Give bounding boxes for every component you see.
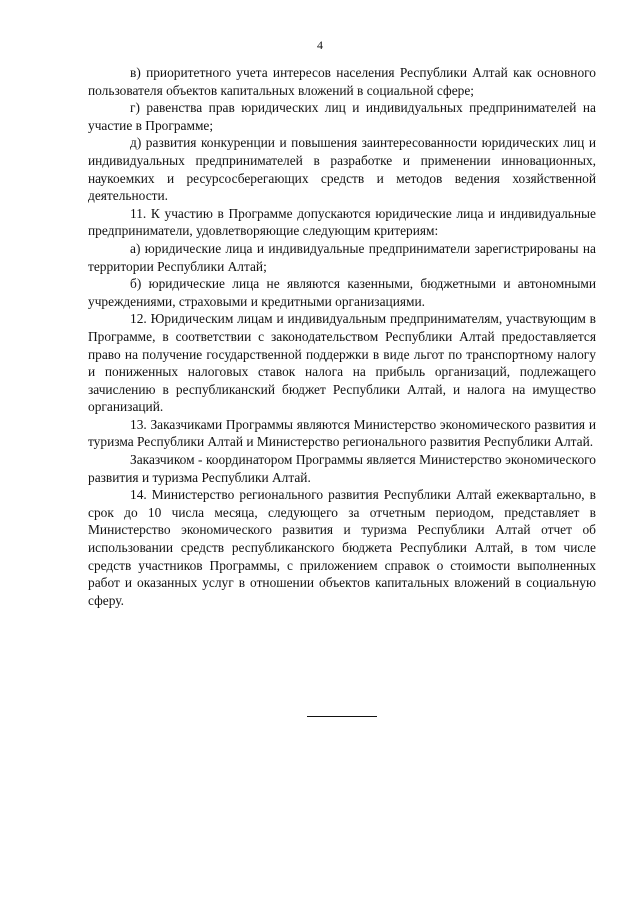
end-of-document-rule — [307, 716, 377, 717]
page-number: 4 — [317, 38, 323, 52]
paragraph-12: 12. Юридическим лицам и индивидуальным предпринимателям, участвующим в Программе, в соответствии с законодательством Республики Алтай предоставляется право на получение государственной поддержки в виде льгот по транспортному налогу и пониженных налоговых ставок налога на прибыль организаций, подлежащего зачислению в республиканский бюджет Республики Алтай, и налога на имущество организаций. — [88, 311, 596, 415]
paragraph-13: 13. Заказчиками Программы являются Министерство экономического развития и туризма Республики Алтай и Министерство регионального развития Республики Алтай. — [88, 416, 596, 450]
paragraph-v: в) приоритетного учета интересов населения Республики Алтай как основного пользователя объектов капитальных вложений в социальной сфере; — [88, 65, 596, 98]
paragraph-11-a: а) юридические лица и индивидуальные предприниматели зарегистрированы на территории Республики Алтай; — [88, 240, 596, 274]
paragraph-14: 14. Министерство регионального развития Республики Алтай ежеквартально, в срок до 10 числа месяца, следующего за отчетным периодом, представляет в Министерство экономического развития и туризма Республики Алтай отчет об использовании средств республиканского бюджета Республики Алтай, в том числе средств участников Программы, с приложением справок о стоимости выполненных работ и оказанных услуг в отношении объектов капитальных вложений в социальную сферу. — [88, 487, 596, 608]
paragraph-11: 11. К участию в Программе допускаются юридические лица и индивидуальные предприниматели, удовлетворяющие следующим критериям: — [88, 205, 596, 239]
paragraph-g: г) равенства прав юридических лиц и индивидуальных предпринимателей на участие в Программе; — [88, 100, 596, 133]
paragraph-d: д) развития конкуренции и повышения заинтересованности юридических лиц и индивидуальных предпринимателей в разработке и применении инновационных, наукоемких и ресурсосберегающих средств и методов ведения хозяйственной деятельности. — [88, 135, 596, 204]
paragraph-13-coordinator: Заказчиком - координатором Программы является Министерство экономического развития и туризма Республики Алтай. — [88, 452, 596, 485]
document-body — [88, 64, 596, 609]
paragraph-11-b: б) юридические лица не являются казенными, бюджетными и автономными учреждениями, страховыми и кредитными организациями. — [88, 276, 596, 309]
